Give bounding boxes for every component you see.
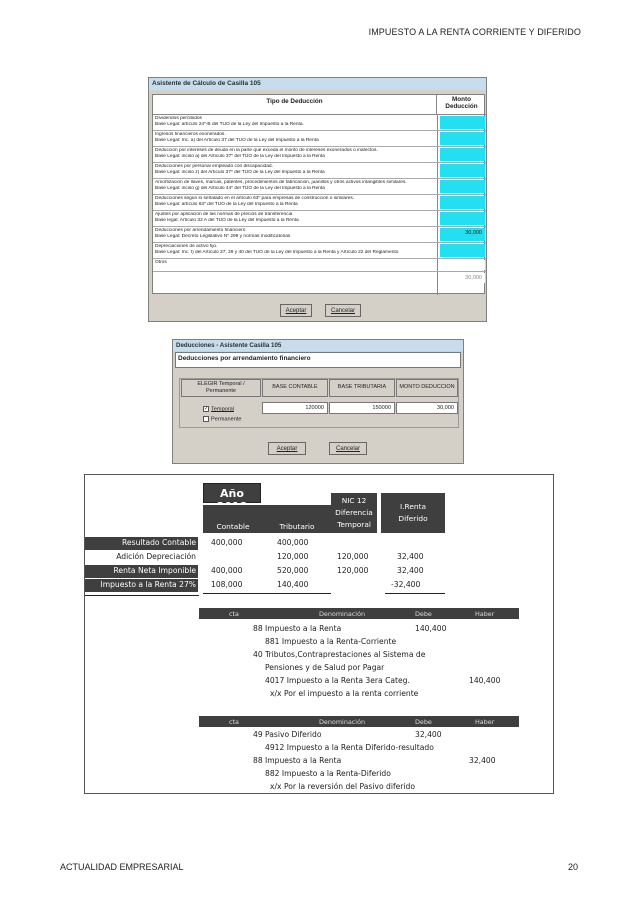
account-denomination: Impuesto a la Renta [265, 624, 342, 633]
tributario-value: 520,000 [277, 566, 309, 575]
account-denomination: Impuesto a la Renta [265, 756, 342, 765]
base-contable-input[interactable]: 120000 [262, 402, 328, 414]
dialog-subtitle: Deducciones por arrendamiento financiero [175, 352, 461, 368]
deduction-amount-input[interactable] [440, 164, 485, 177]
deduction-legal-basis: Base Legal: artículo 63º del TUO de la Ley del Impuesto a la Renta [155, 202, 298, 207]
account-denomination: 881 Impuesto a la Renta-Corriente [265, 637, 397, 646]
debe-value: 140,400 [415, 624, 447, 633]
tax-spreadsheet [84, 474, 554, 794]
permanente-option[interactable] [203, 416, 241, 422]
hdr-denominacion: Denominación [319, 718, 366, 726]
deduction-description: Deducción por intereses de deuda en la parte que exceda el monto de intereses exonerados o inafectos. [155, 148, 378, 153]
col-base-contable-header: BASE CONTABLE [262, 379, 328, 397]
account-code: 49 [253, 730, 263, 739]
cancel-button[interactable]: Cancelar [325, 304, 361, 317]
check-icon[interactable]: ✓ [204, 406, 209, 412]
account-code: 88 [253, 624, 263, 633]
deduction-description: Depreciaciones de activo fijo. [155, 244, 218, 249]
col-tipo-header: Tipo de Deducción [153, 95, 437, 115]
deduction-amount-input[interactable] [440, 116, 485, 129]
ir-value: -32,400 [391, 580, 421, 589]
deduction-amount-input[interactable] [440, 212, 485, 225]
hdr-cta: cta [229, 610, 239, 618]
base-tributaria-input[interactable]: 150000 [329, 402, 395, 414]
nic-value: 120,000 [337, 566, 369, 575]
col-tributario-header: Tributario [263, 505, 331, 533]
account-code: 88 [253, 756, 263, 765]
deduction-row [153, 211, 486, 227]
casilla-105-assistant-window [148, 77, 487, 322]
deduction-description: Otros [155, 260, 167, 265]
deduction-row [153, 259, 486, 272]
hdr-debe: Debe [415, 718, 432, 726]
hdr-denominacion: Denominación [319, 610, 366, 618]
deduction-amount-input[interactable]: 30,000 [440, 228, 485, 241]
deduction-description: Deducciones por arrendamiento financiero [155, 228, 246, 233]
temporal-option[interactable] [203, 406, 234, 412]
hdr-cta: cta [229, 718, 239, 726]
permanente-label: Permanente [211, 416, 242, 423]
ir-value: 32,400 [397, 566, 424, 575]
deduction-legal-basis: Base Legal: inciso a) del Artículo 37º del TUO de la Ley del Impuesto a la Renta [155, 154, 325, 159]
deduction-description: Deducciones por personal empleado con discapacidad. [155, 164, 273, 169]
row-underline [203, 593, 331, 594]
col-contable-header: Contable [203, 505, 263, 533]
haber-value: 140,400 [469, 676, 501, 685]
account-denomination: 4017 Impuesto a la Renta 3era Categ. [265, 676, 410, 685]
row-label: Adición Depreciación [116, 552, 196, 561]
deduction-row [153, 195, 486, 211]
deduction-row [153, 163, 486, 179]
row-underline [85, 595, 199, 596]
deduction-description: Ingresos financieros exonerados. [155, 132, 226, 137]
temporal-label: Temporal [211, 406, 235, 413]
deduction-row [153, 227, 486, 243]
deduction-amount-input[interactable] [440, 180, 485, 193]
account-denomination: x/x Por la reversión del Pasivo diferido [270, 782, 415, 791]
deduction-legal-basis: Base Legal: inciso g) del Artículo 44º del TUO de la Ley del Impuesto a la Renta [155, 186, 325, 191]
deducciones-window [172, 339, 464, 464]
deduction-amount-input[interactable] [440, 132, 485, 145]
monto-input[interactable]: 30,000 [396, 402, 458, 414]
footer-publication: ACTUALIDAD EMPRESARIAL [60, 862, 184, 872]
row-label: Renta Neta Imponible [85, 565, 198, 578]
deduction-row [153, 179, 486, 195]
nic-value: 120,000 [337, 552, 369, 561]
account-denomination: Pasivo Diferido [265, 730, 322, 739]
deduction-legal-basis: Base Legal: Decreto Legislativo Nº 299 y normas modificatorias [155, 234, 291, 239]
haber-value: 32,400 [469, 756, 496, 765]
contable-value: 400,000 [211, 566, 243, 575]
account-denomination: x/x Por el impuesto a la renta corriente [270, 689, 419, 698]
journal1-header [199, 608, 519, 619]
deduction-legal-basis: Base Legal: artículo 24º-B del TUO de la Ley del Impuesto a la Renta. [155, 122, 304, 127]
row-label: Impuesto a la Renta 27% [85, 579, 198, 592]
debe-value: 32,400 [415, 730, 442, 739]
col-nic-header: NIC 12 Diferencia Temporal [331, 493, 377, 533]
deduction-legal-basis: Base Legal: Inc. a) del Artículo 37 del TUO de la Ley del Impuesto a la Renta [155, 138, 319, 143]
checkbox-empty[interactable] [203, 416, 209, 422]
page-header-title: IMPUESTO A LA RENTA CORRIENTE Y DIFERIDO [368, 27, 581, 37]
tributario-value: 400,000 [277, 538, 309, 547]
deduction-amount-input[interactable] [440, 148, 485, 161]
deduction-amount-input[interactable] [440, 260, 485, 270]
contable-value: 400,000 [211, 538, 243, 547]
account-code: 40 [253, 650, 263, 659]
col-monto-header: Monto Deducción [437, 95, 486, 115]
deduction-description: Amortización de llaves, marcas, patentes, procedimientos de fabricación, juanillos y otros activos intangibles similares. [155, 180, 407, 185]
journal2-header [199, 716, 519, 727]
deduction-row [153, 115, 486, 131]
page-number: 20 [567, 862, 578, 872]
account-denomination: 4912 Impuesto a la Renta Diferido-resultado [265, 743, 434, 752]
hdr-haber: Haber [475, 718, 495, 726]
cancel-button[interactable]: Cancelar [329, 442, 367, 455]
hdr-debe: Debe [415, 610, 432, 618]
deduction-description: Deducciones según lo señalado en el artículo 63º para empresas de construcción o similares. [155, 196, 355, 201]
ir-value: 32,400 [397, 552, 424, 561]
deduction-amount-input[interactable] [440, 244, 485, 257]
row-label: Resultado Contable [85, 537, 198, 550]
deduction-grid [152, 94, 485, 294]
deduction-legal-basis: Base legal: Artículo 32 A del TUO de la Ley del Impuesto a la Renta [155, 218, 299, 223]
deduction-description: Dividendos percibidos [155, 116, 202, 121]
account-denomination: Pensiones y de Salud por Pagar [265, 663, 385, 672]
deduction-legal-basis: Base Legal: inciso z) del Artículo 37º del TUO de la Ley del Impuesto a la Renta [155, 170, 325, 175]
deduction-amount-input[interactable] [440, 196, 485, 209]
account-denomination: 882 Impuesto a la Renta-Diferido [265, 769, 391, 778]
year-label: Año [203, 483, 261, 503]
deduction-row [153, 131, 486, 147]
col-monto-header: MONTO DEDUCCION [396, 379, 458, 397]
row-underline [385, 593, 445, 594]
hdr-haber: Haber [475, 610, 495, 618]
col-ir-header: I.Renta Diferido [381, 493, 445, 533]
deduction-row [153, 147, 486, 163]
deduction-row [153, 243, 486, 259]
accept-button[interactable]: Aceptar [268, 442, 306, 455]
deduction-legal-basis: Base Legal: Inc. f) del Artículo 37, 39 y 40 del TUO de la Ley del Impuesto a la Renta y Artículo 22 del Reglamento [155, 250, 399, 255]
window-title: Deducciones - Asistente Casilla 105 [173, 340, 463, 351]
accept-button[interactable]: Aceptar [280, 304, 312, 317]
window-title: Asistente de Cálculo de Casilla 105 [149, 78, 486, 90]
deduction-description: Ajustes por aplicación de las normas de precios de transferencia [155, 212, 293, 217]
total-amount: 30,000 [440, 273, 485, 283]
contable-value: 108,000 [211, 580, 243, 589]
tributario-value: 140,400 [277, 580, 309, 589]
tributario-value: 120,000 [277, 552, 309, 561]
col-base-tributaria-header: BASE TRIBUTARIA [329, 379, 395, 397]
col-elegir-header: ELEGIR Temporal / Permanente [181, 379, 261, 397]
account-denomination: Tributos,Contraprestaciones al Sistema de [265, 650, 426, 659]
